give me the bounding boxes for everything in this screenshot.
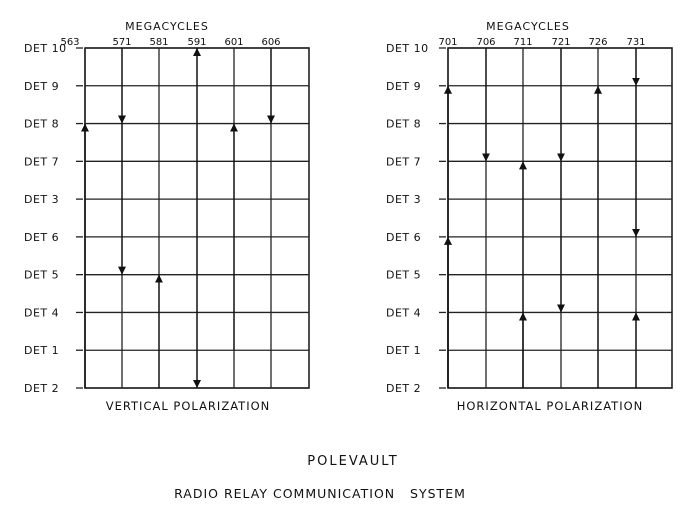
row-label: DET 9 <box>24 79 60 93</box>
row-label: DET 3 <box>386 193 422 207</box>
frequency-label: 606 <box>261 37 281 48</box>
frequency-label: 726 <box>588 37 608 48</box>
row-label: DET 7 <box>386 155 422 169</box>
row-label: DET 1 <box>386 344 422 358</box>
row-label: DET 5 <box>24 268 60 282</box>
row-label: DET 5 <box>386 268 422 282</box>
row-label: DET 3 <box>24 193 60 207</box>
frequency-label: 591 <box>187 37 207 48</box>
frequency-label: 721 <box>551 37 571 48</box>
frequency-label: 711 <box>513 37 533 48</box>
megacycles-heading: MEGACYCLES <box>486 20 570 33</box>
row-label: DET 8 <box>24 117 60 131</box>
row-label: DET 1 <box>24 344 60 358</box>
row-label: DET 9 <box>386 79 422 93</box>
row-label: DET 4 <box>24 306 60 320</box>
row-label: DET 10 <box>386 42 429 55</box>
diagram-subtitle: RADIO RELAY COMMUNICATION SYSTEM <box>174 486 466 501</box>
polarization-caption: VERTICAL POLARIZATION <box>105 399 271 413</box>
row-label: DET 2 <box>24 382 60 395</box>
megacycles-heading: MEGACYCLES <box>125 20 209 33</box>
diagram-title: POLEVAULT <box>307 454 399 469</box>
row-label: DET 10 <box>24 42 67 55</box>
row-label: DET 4 <box>386 306 422 320</box>
frequency-label: 701 <box>438 37 458 48</box>
panel-frame <box>448 48 672 388</box>
frequency-label: 581 <box>149 37 169 48</box>
frequency-label: 571 <box>112 37 132 48</box>
row-label: DET 7 <box>24 155 60 169</box>
frequency-label: 706 <box>476 37 496 48</box>
row-label: DET 2 <box>386 382 422 395</box>
polarization-caption: HORIZONTAL POLARIZATION <box>456 399 644 413</box>
frequency-label: 601 <box>224 37 244 48</box>
panel-vertical <box>24 20 309 413</box>
panel-horizontal <box>386 20 672 413</box>
panels-layer <box>24 20 672 413</box>
frequency-label: 563 <box>60 37 80 48</box>
row-label: DET 6 <box>24 230 60 244</box>
row-label: DET 6 <box>386 230 422 244</box>
row-label: DET 8 <box>386 117 422 131</box>
frequency-label: 731 <box>626 37 646 48</box>
